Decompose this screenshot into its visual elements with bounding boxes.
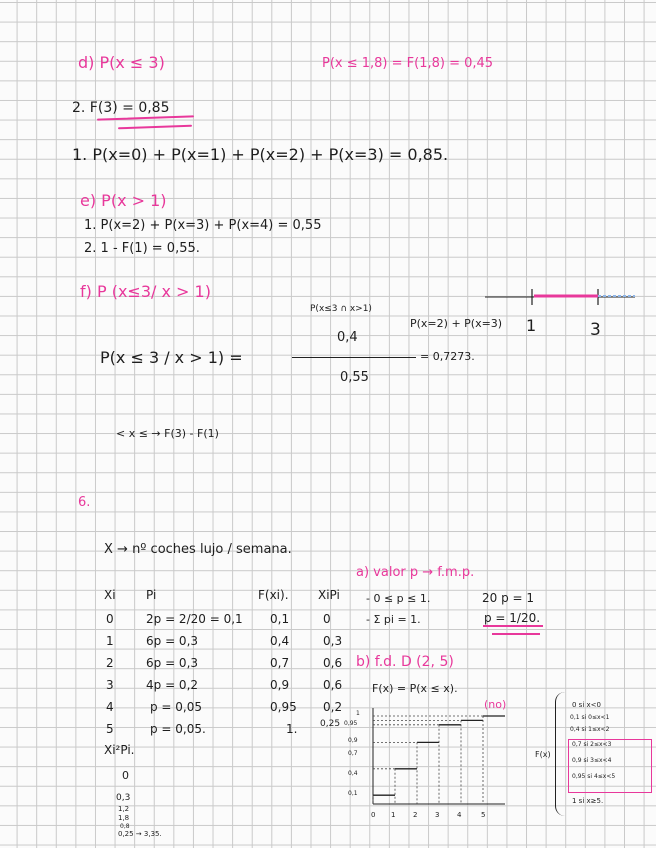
result: = 0,7273. — [420, 350, 475, 363]
graph-x-label: 4 — [457, 811, 462, 819]
row-F: 1. — [286, 722, 298, 736]
x2p-value: 0,8 — [120, 823, 130, 830]
cdf-steps — [373, 708, 505, 804]
condition-2: - Σ pi = 1. — [366, 613, 421, 626]
row-x: 2 — [106, 656, 114, 670]
number-line — [480, 285, 640, 335]
row-F: 0,1 — [270, 612, 290, 626]
x2p-value: 1,8 — [118, 814, 130, 822]
graph-x-label: 2 — [413, 811, 418, 819]
row-xp: 0 — [323, 612, 331, 626]
piecewise-line: 0 si x<0 — [572, 701, 601, 709]
variable-definition: X → nº coches lujo / semana. — [104, 542, 292, 557]
axis-label-3: 3 — [590, 320, 601, 340]
x2p-value: 0 — [122, 769, 129, 782]
row-xp: 0,6 — [323, 678, 343, 692]
row-x: 5 — [106, 722, 114, 736]
graph-x-label: 0 — [371, 811, 376, 819]
line-1: 1. P(x=0) + P(x=1) + P(x=2) + P(x=3) = 0,85. — [72, 145, 449, 164]
part-e-heading: e) P(x > 1) — [80, 191, 167, 210]
row-x: 1 — [106, 634, 114, 648]
conditional-lhs: P(x ≤ 3 / x > 1) = — [100, 348, 243, 367]
row-p: 6p = 0,3 — [146, 656, 199, 670]
underline — [483, 625, 543, 627]
equation-1: 20 p = 1 — [482, 591, 535, 605]
row-xp: 0,25 — [320, 719, 341, 729]
no-note: (no) — [484, 698, 507, 711]
graph-y-label: 0,4 — [348, 770, 358, 777]
piecewise-line: 0,1 si 0≤x<1 — [570, 714, 610, 721]
row-F: 0,95 — [270, 700, 297, 714]
row-p: 6p = 0,3 — [146, 634, 199, 648]
row-x: 0 — [106, 612, 114, 626]
graph-y-label: 0,1 — [348, 790, 358, 797]
col-head-xipi: XiPi — [318, 588, 340, 602]
row-xp: 0,6 — [323, 656, 343, 670]
piecewise-line: 0,95 si 4≤x<5 — [572, 773, 616, 780]
part-d-heading: d) P(x ≤ 3) — [78, 53, 165, 72]
row-p: p = 0,05. — [150, 722, 206, 736]
interval-note: < x ≤ → F(3) - F(1) — [116, 427, 219, 440]
brace — [555, 692, 566, 816]
denominator: 0,55 — [340, 370, 369, 385]
row-F: 0,9 — [270, 678, 290, 692]
graph-y-label: 1 — [356, 710, 360, 717]
graph-y-label: 0,9 — [348, 737, 358, 744]
row-x: 3 — [106, 678, 114, 692]
line-2: 2. F(3) = 0,85 — [72, 100, 170, 116]
graph-x-label: 1 — [391, 811, 396, 819]
graph-x-label: 3 — [435, 811, 440, 819]
graph-x-label: 5 — [481, 811, 486, 819]
row-x: 4 — [106, 700, 114, 714]
underline — [97, 115, 194, 120]
piecewise-line: 0,9 si 3≤x<4 — [572, 757, 612, 764]
row-p: 2p = 2/20 = 0,1 — [146, 612, 243, 626]
row-xp: 0,2 — [323, 700, 343, 714]
col-head-xi: Xi — [104, 588, 116, 602]
axis-label-1: 1 — [526, 316, 537, 335]
col-head-F: F(xi). — [258, 588, 289, 602]
part-b-label: b) f.d. D (2, 5) — [356, 654, 454, 670]
exercise-number: 6. — [78, 495, 91, 510]
equation-2: p = 1/20. — [484, 611, 541, 625]
part-f-heading: f) P (x≤3/ x > 1) — [80, 282, 211, 301]
row-p: p = 0,05 — [150, 700, 203, 714]
piecewise-line: 0,4 si 1≤x<2 — [570, 726, 610, 733]
part-e-line-2: 2. 1 - F(1) = 0,55. — [84, 241, 200, 256]
fx-label: F(x) — [535, 750, 551, 759]
row-xp: 0,3 — [323, 634, 343, 648]
numerator: 0,4 — [337, 330, 358, 345]
row-p: 4p = 0,2 — [146, 678, 199, 692]
condition-1: - 0 ≤ p ≤ 1. — [366, 592, 431, 605]
cdf-definition: F(x) = P(x ≤ x). — [372, 682, 458, 695]
side-note: P(x=2) + P(x=3) — [410, 317, 503, 330]
underline — [118, 125, 192, 130]
numerator-note: P(x≤3 ∩ x>1) — [310, 304, 372, 314]
graph-y-label: 0,95 — [344, 720, 358, 727]
x2p-head: Xi²Pi. — [104, 743, 135, 757]
fraction-bar — [292, 357, 416, 358]
x2p-value: 0,25 → 3,35. — [118, 830, 162, 838]
col-head-pi: Pi — [146, 588, 157, 602]
part-e-line-1: 1. P(x=2) + P(x=3) + P(x=4) = 0,55 — [84, 218, 322, 233]
part-a-label: a) valor p → f.m.p. — [356, 565, 475, 580]
row-F: 0,4 — [270, 634, 290, 648]
piecewise-line: 1 si x≥5. — [572, 797, 604, 805]
graph-y-label: 0,7 — [348, 750, 358, 757]
underline — [492, 633, 540, 635]
x2p-value: 0,3 — [116, 793, 131, 803]
x2p-value: 1,2 — [118, 805, 130, 813]
piecewise-line: 0,7 si 2≤x<3 — [572, 741, 612, 748]
cdf-step-graph — [340, 706, 510, 821]
row-F: 0,7 — [270, 656, 290, 670]
part-d-eval: P(x ≤ 1,8) = F(1,8) = 0,45 — [322, 56, 494, 71]
